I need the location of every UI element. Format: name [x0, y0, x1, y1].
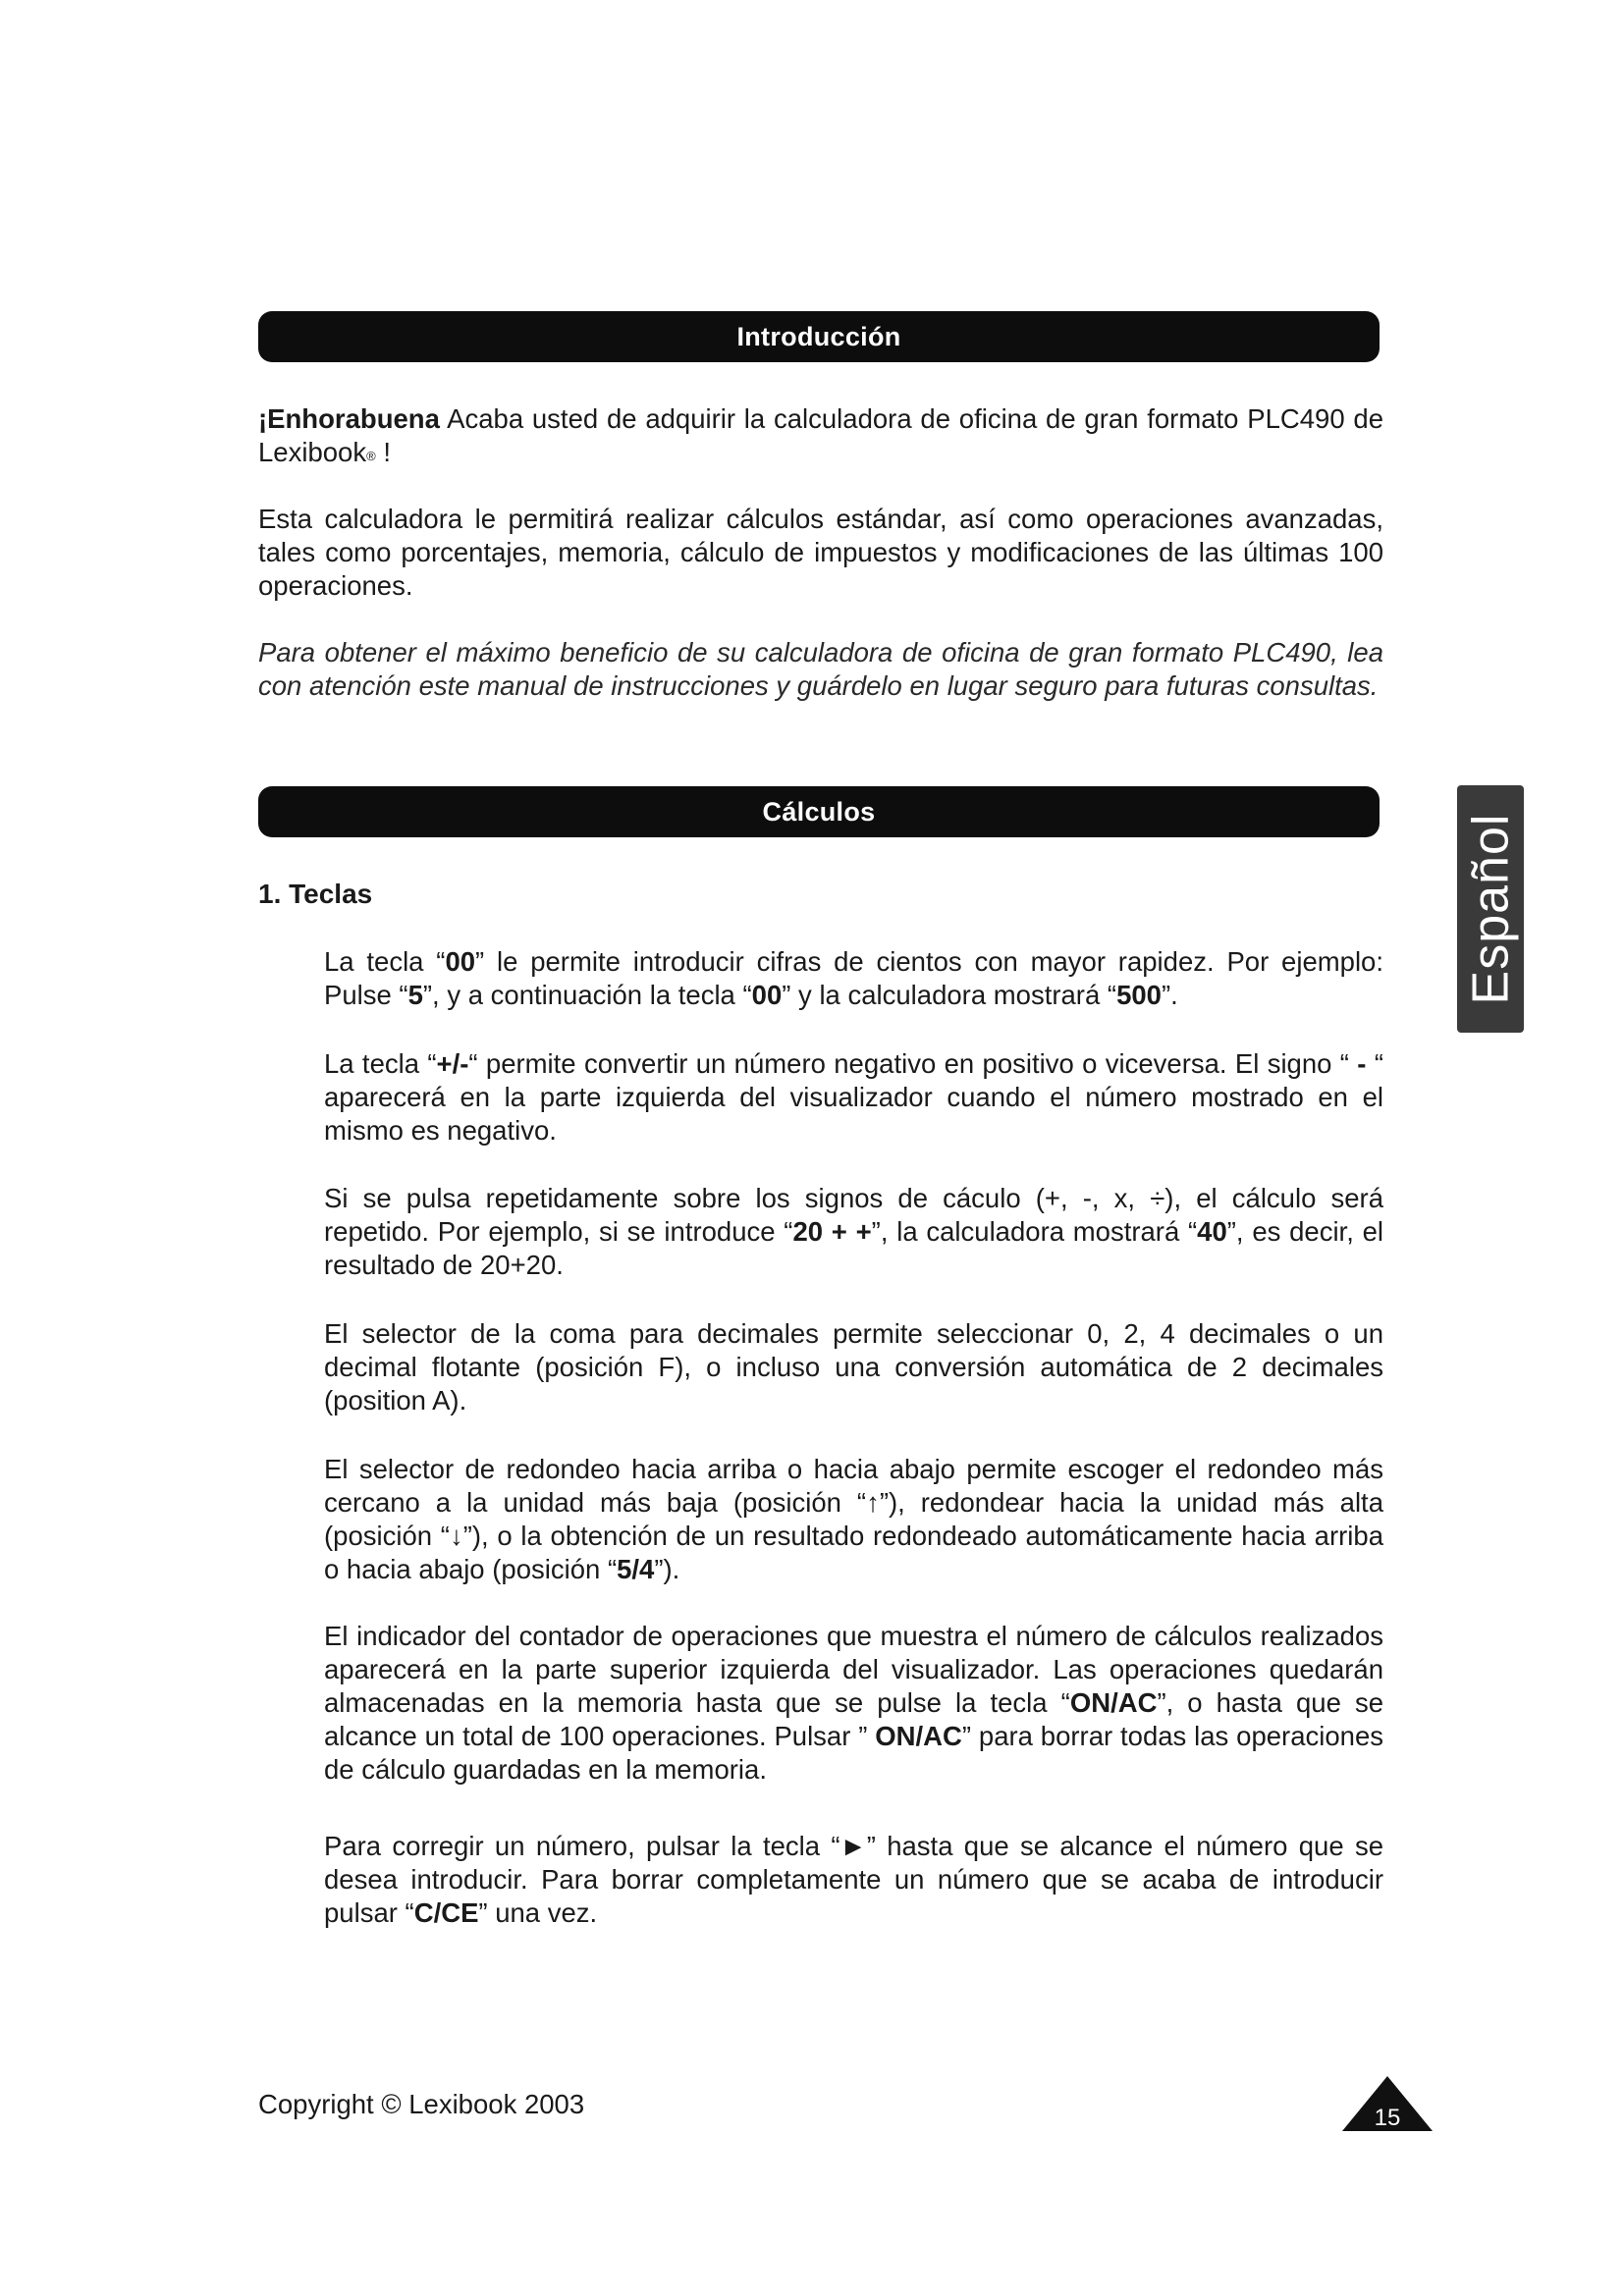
teclas-paragraph-2: La tecla “+/-“ permite convertir un número negativo en positivo o viceversa. El signo “ - “ aparecerá en la parte izquierda del visualizador cuando el número mostrado en el mismo es negativo.: [324, 1048, 1383, 1146]
text: !: [375, 437, 391, 467]
section-banner-introduccion: [258, 311, 1380, 362]
section-title: Cálculos: [762, 796, 876, 827]
teclas-paragraph-1: La tecla “00” le permite introducir cifras de cientos con mayor rapidez. Por ejemplo: Pulse “5”, y a continuación la tecla “00” y la calculadora mostrará “500”.: [324, 946, 1383, 1010]
page-number-triangle-icon: [1340, 2074, 1435, 2133]
teclas-paragraph-4: El selector de la coma para decimales permite seleccionar 0, 2, 4 decimales o un decimal flotante (posición F), o incluso una conversión automática de 2 decimales (position A).: [324, 1318, 1383, 1415]
intro-paragraph-1: [258, 402, 1383, 473]
teclas-paragraph-3: Si se pulsa repetidamente sobre los signos de cáculo (+, -, x, ÷), el cálculo será repetido. Por ejemplo, si se introduce “20 + +”, la calculadora mostrará “40”, es decir, el resultado de 20+20.: [324, 1183, 1383, 1280]
teclas-paragraph-6: El indicador del contador de operaciones que muestra el número de cálculos realizados aparecerá en la parte superior izquierda del visualizador. Las operaciones quedarán almacenadas en la memoria hasta que se pulse la tecla “ON/AC”, o hasta que se alcance un total de 100 operaciones. Pulsar ” ON/AC” para borrar todas las operaciones de cálculo guardadas en la memoria.: [324, 1621, 1384, 1785]
copyright-text: Copyright © Lexibook 2003: [258, 2089, 585, 2119]
text: Acaba usted de adquirir la calculadora de oficina de gran formato PLC490 de Lexibook: [258, 403, 1383, 467]
teclas-paragraph-5: El selector de redondeo hacia arriba o hacia abajo permite escoger el redondeo más cercano a la unidad más baja (posición “↑”), redondear hacia la unidad más alta (posición “↓”), o la obtención de un resultado redondeado automáticamente hacia arriba o hacia abajo (posición “5/4”).: [324, 1454, 1383, 1584]
page-number: 15: [1374, 2105, 1401, 2131]
intro-paragraph-3: Para obtener el máximo beneficio de su calculadora de oficina de gran formato PLC490, lea con atención este manual de instrucciones y guárdelo en lugar seguro para futuras consultas.: [258, 637, 1383, 701]
language-label: Español: [1462, 813, 1520, 1005]
intro-paragraph-2: Esta calculadora le permitirá realizar cálculos estándar, así como operaciones avanzadas, tales como porcentajes, memoria, cálculo de impuestos y modificaciones de las últimas 100 operaciones.: [258, 504, 1383, 601]
teclas-paragraph-7: Para corregir un número, pulsar la tecla “►” hasta que se alcance el número que se desea introducir. Para borrar completamente un número que se acaba de introducir pulsar “C/CE” una vez.: [324, 1831, 1383, 1928]
section-title: Introducción: [736, 321, 901, 351]
subsection-heading: 1. Teclas: [258, 879, 373, 909]
bold-text: ¡Enhorabuena: [258, 403, 440, 434]
language-side-tab: [1457, 785, 1524, 1033]
section-banner-calculos: [258, 786, 1380, 837]
registered-mark: ®: [366, 449, 376, 463]
